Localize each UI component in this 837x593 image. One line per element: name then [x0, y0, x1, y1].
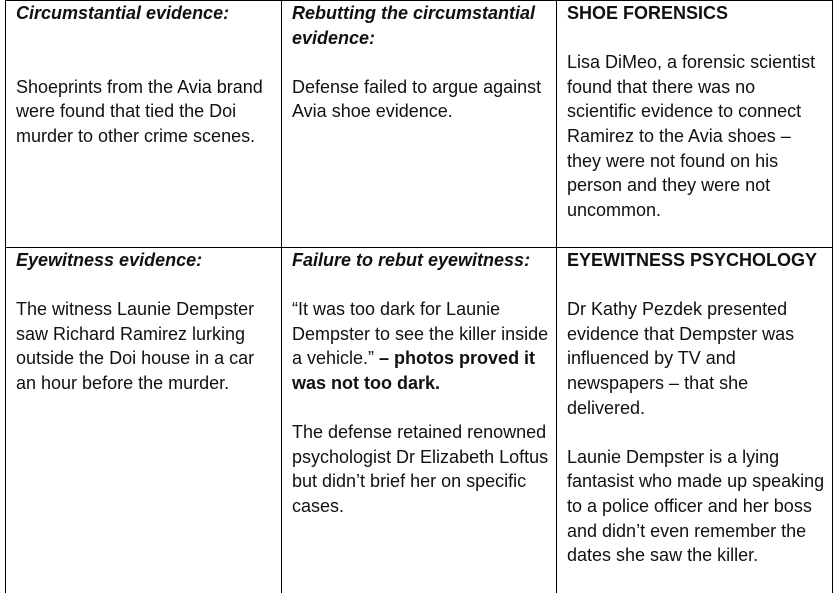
cell-body: Defense failed to argue against Avia shoe evidence. [292, 76, 542, 122]
table-cell-eyewitness-psychology [567, 248, 829, 568]
table-cell-eyewitness [16, 248, 278, 396]
cell-body: The defense retained renowned psychologist Dr Elizabeth Loftus but didn’t brief her on specific cases. [292, 422, 549, 516]
cell-heading: Eyewitness evidence: [16, 250, 203, 270]
cell-body-2: Launie Dempster is a lying fantasist who made up speaking to a police officer and her boss and didn’t even remember the dates she saw the killer. [567, 446, 825, 566]
table-border-left [5, 0, 6, 593]
table-cell-shoe-forensics [567, 1, 829, 222]
cell-body: Dr Kathy Pezdek presented evidence that Dempster was influenced by TV and newspapers – that she delivered. [567, 299, 795, 418]
table-cell-circumstantial [16, 1, 278, 149]
table-cell-failure-to-rebut [292, 248, 552, 519]
table-column-divider-1 [281, 0, 282, 593]
cell-heading: Circumstantial evidence: [16, 3, 230, 23]
table-border-right [832, 0, 833, 593]
quote-rebuttal: – photos proved it was not too dark. [292, 348, 536, 393]
cell-heading: Failure to rebut eyewitness: [292, 250, 531, 270]
cell-body: Shoeprints from the Avia brand were found that tied the Doi murder to other crime scenes. [16, 76, 263, 146]
quote-text: “It was too dark for Launie Dempster to see the killer inside a vehicle.” [292, 299, 549, 369]
cell-quote [292, 297, 552, 395]
table-cell-rebutting-circumstantial [292, 1, 552, 124]
table-column-divider-2 [556, 0, 557, 593]
cell-heading: SHOE FORENSICS [567, 3, 729, 23]
cell-body: The witness Launie Dempster saw Richard Ramirez lurking outside the Doi house in a car an hour before the murder. [16, 299, 255, 393]
cell-heading: Rebutting the circumstantial evidence: [292, 3, 536, 48]
cell-body: Lisa DiMeo, a forensic scientist found that there was no scientific evidence to connect Ramirez to the Avia shoes – they were not found on his person and they were not uncommon. [567, 52, 816, 220]
cell-heading: EYEWITNESS PSYCHOLOGY [567, 250, 818, 270]
